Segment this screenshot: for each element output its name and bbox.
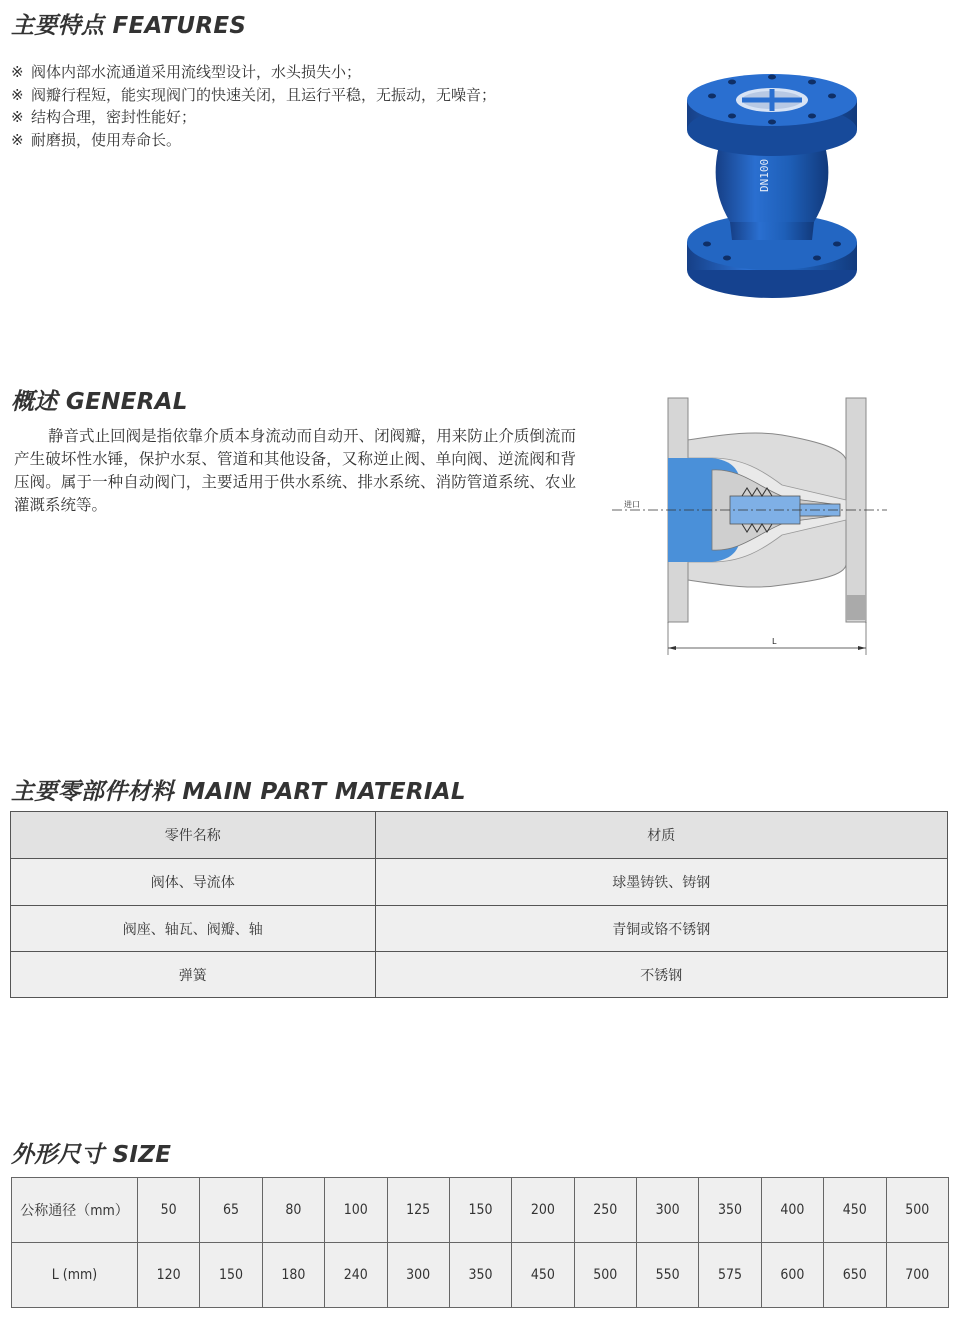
l-label: L (mm) [12,1243,138,1308]
general-description: 静音式止回阀是指依靠介质本身流动而自动开、闭阀瓣，用来防止介质倒流而产生破坏性水锤，保护水泵、管道和其他设备，又称逆止阀、单向阀、逆流阀和背压阀。属于一种自动阀门，主要适用于供水系统、排水系统、消防管道系统、农业灌溉系统等。 [14,427,576,514]
valve-product-image [682,72,862,304]
valve-section-diagram [612,380,887,670]
size-table [11,1177,949,1308]
table-header-row [11,812,948,859]
material-heading: 主要零部件材料 MAIN PART MATERIAL [11,779,466,805]
feature-item: ※ 耐磨损，使用寿命长。 [11,129,601,152]
features-heading: 主要特点 FEATURES [11,13,247,39]
header-part-name: 零件名称 [11,812,376,859]
header-material: 材质 [375,812,947,859]
inlet-label: 进口 [624,500,640,509]
table-row: 阀座、轴瓦、阀瓣、轴 青铜或铬不锈钢 [11,906,948,952]
size-heading: 外形尺寸 SIZE [11,1142,172,1168]
table-row: 阀体、导流体 球墨铸铁、铸钢 [11,859,948,906]
dn-label: 公称通径（mm） [12,1178,138,1243]
reference-mark: ※ [11,63,24,81]
general-heading: 概述 GENERAL [11,389,188,415]
feature-item: ※ 阀体内部水流通道采用流线型设计，水头损失小； [11,61,601,84]
reference-mark: ※ [11,108,24,126]
features-list [11,61,601,151]
material-table [10,811,948,998]
size-row-l: L (mm) 120 150 180 240 300 350 450 500 550 575 600 650 700 [12,1243,949,1308]
size-row-dn: 公称通径（mm） 50 65 80 100 125 150 200 250 300 350 400 450 500 [12,1178,949,1243]
feature-item: ※ 结构合理，密封性能好； [11,106,601,129]
table-row: 弹簧 不锈钢 [11,952,948,998]
reference-mark: ※ [11,130,24,149]
reference-mark: ※ [11,85,24,104]
length-label: L [772,637,777,646]
feature-item: ※ 阀瓣行程短，能实现阀门的快速关闭，且运行平稳，无振动，无噪音； [11,84,601,107]
casting-text: DN100 [758,158,771,192]
